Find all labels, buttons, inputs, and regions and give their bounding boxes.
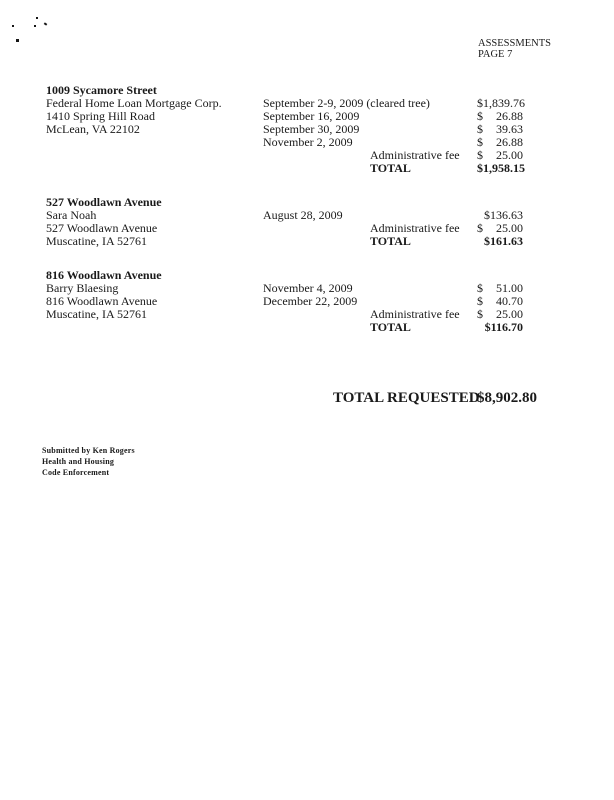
currency-symbol: $ [477, 109, 483, 123]
amount-value: 40.70 [496, 294, 523, 308]
grand-total-amount: $8,902.80 [477, 390, 537, 406]
page-header [478, 38, 551, 60]
date-cell: September 30, 2009 [263, 122, 360, 136]
address-cell: 527 Woodlawn Avenue [46, 221, 158, 235]
fee-label-cell: Administrative fee [370, 221, 460, 235]
amount-value: 51.00 [496, 281, 523, 295]
address-cell [46, 149, 263, 162]
amount-cell [477, 235, 523, 248]
date-cell: September 2-9, 2009 (cleared tree) [263, 96, 430, 110]
header-title: ASSESSMENTS [478, 38, 551, 49]
address-cell: 816 Woodlawn Avenue [46, 294, 158, 308]
fee-label-cell [370, 282, 477, 295]
address-cell: Sara Noah [46, 208, 97, 222]
fee-label-cell [370, 97, 477, 110]
table-row [46, 235, 566, 248]
currency-symbol: $ [477, 294, 483, 308]
currency-symbol: $ [477, 281, 483, 295]
footer-line: Health and Housing [42, 457, 115, 466]
submitted-by-block [42, 445, 135, 478]
address-cell: Barry Blaesing [46, 281, 119, 295]
currency-symbol: $ [477, 122, 483, 136]
assessment-section [46, 196, 566, 248]
currency-symbol: $ [477, 307, 483, 321]
amount-value: $1,839.76 [477, 96, 525, 110]
address-cell: Federal Home Loan Mortgage Corp. [46, 96, 222, 110]
section-title: 527 Woodlawn Avenue [46, 195, 162, 209]
currency-symbol: $ [477, 135, 483, 149]
amount-cell [477, 321, 523, 334]
fee-label-cell: TOTAL [370, 161, 411, 175]
section-title: 816 Woodlawn Avenue [46, 268, 162, 282]
fee-label-cell: Administrative fee [370, 307, 460, 321]
date-cell: September 16, 2009 [263, 109, 360, 123]
amount-value: 26.88 [496, 109, 523, 123]
amount-value: 26.88 [496, 135, 523, 149]
assessment-sections [46, 84, 566, 355]
amount-value: $1,958.15 [477, 161, 525, 175]
grand-total-row [333, 390, 537, 406]
date-cell: December 22, 2009 [263, 294, 358, 308]
date-cell: November 4, 2009 [263, 281, 353, 295]
address-cell [46, 162, 263, 175]
table-row [46, 162, 566, 175]
fee-label-cell [370, 110, 477, 123]
scan-speck [12, 25, 14, 27]
fee-label-cell [370, 123, 477, 136]
section-title: 1009 Sycamore Street [46, 83, 157, 97]
amount-value: $161.63 [484, 234, 523, 248]
address-cell: Muscatine, IA 52761 [46, 307, 147, 321]
date-cell [263, 222, 370, 235]
address-cell: Muscatine, IA 52761 [46, 234, 147, 248]
grand-total-label: TOTAL REQUESTED [333, 390, 480, 406]
footer-line: Code Enforcement [42, 468, 110, 477]
date-cell: August 28, 2009 [263, 208, 343, 222]
currency-symbol: $ [477, 221, 483, 235]
scan-speck [34, 25, 36, 27]
currency-symbol: $ [477, 148, 483, 162]
date-cell [263, 321, 370, 334]
table-row [46, 136, 566, 149]
date-cell [263, 308, 370, 321]
date-cell [263, 235, 370, 248]
address-cell: McLean, VA 22102 [46, 122, 140, 136]
scan-speck [44, 22, 48, 25]
scan-speck [36, 17, 38, 19]
fee-label-cell: Administrative fee [370, 148, 460, 162]
assessment-section [46, 269, 566, 334]
amount-value: 25.00 [496, 307, 523, 321]
fee-label-cell: TOTAL [370, 320, 411, 334]
amount-value: 25.00 [496, 148, 523, 162]
scan-speck [16, 39, 19, 42]
amount-value: 39.63 [496, 122, 523, 136]
date-cell [263, 162, 370, 175]
address-cell [46, 136, 263, 149]
amount-cell [477, 162, 523, 175]
amount-value: 25.00 [496, 221, 523, 235]
address-cell [46, 321, 263, 334]
footer-line: Submitted by Ken Rogers [42, 446, 135, 455]
date-cell [263, 149, 370, 162]
fee-label-cell: TOTAL [370, 234, 411, 248]
table-row [46, 321, 566, 334]
date-cell: November 2, 2009 [263, 135, 353, 149]
amount-value: $116.70 [484, 320, 523, 334]
address-cell: 1410 Spring Hill Road [46, 109, 156, 123]
amount-value: $136.63 [484, 208, 523, 222]
header-page-number: PAGE 7 [478, 49, 513, 60]
assessment-section [46, 84, 566, 175]
